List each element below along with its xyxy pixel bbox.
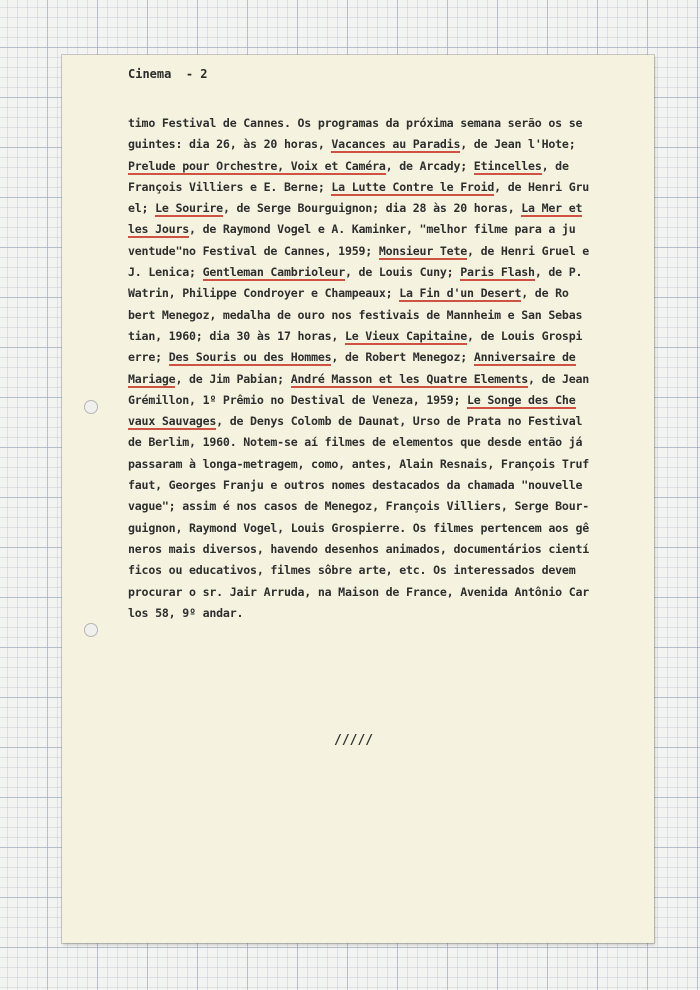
text-line	[128, 518, 618, 539]
text-run: tian, 1960; dia 30 às 17 horas,	[128, 328, 345, 343]
text-run: , de Jim Pabian;	[175, 371, 291, 386]
text-run: ficos ou educativos, filmes sôbre arte, etc. Os interessados devem	[128, 563, 576, 578]
end-separator: /////	[334, 733, 374, 748]
underlined-film-title: Monsieur Tete	[378, 243, 468, 258]
text-line	[128, 539, 618, 560]
typed-body-text	[128, 113, 618, 624]
text-line	[128, 198, 618, 219]
text-run: , de Arcady;	[385, 158, 474, 173]
underlined-film-title: André Masson et les Quatre Elements	[290, 371, 529, 386]
text-line	[128, 603, 618, 624]
typed-page	[62, 55, 654, 943]
text-run: J. Lenica;	[128, 265, 203, 280]
text-line	[128, 113, 618, 134]
text-line	[128, 283, 618, 304]
underlined-film-title: Des Souris ou des Hommes	[168, 350, 332, 365]
text-run: erre;	[128, 350, 169, 365]
underlined-film-title: Anniversaire de	[473, 350, 576, 365]
text-line	[128, 326, 618, 347]
text-line	[128, 305, 618, 326]
text-run: bert Menegoz, medalha de ouro nos festivais de Mannheim e San Sebas	[128, 307, 583, 322]
punch-hole-top	[84, 400, 98, 414]
underlined-film-title: La Lutte Contre le Froid	[331, 179, 495, 194]
header-page-label: - 2	[185, 67, 208, 81]
text-run: François Villiers e E. Berne;	[128, 179, 332, 194]
text-line	[128, 454, 618, 475]
text-run: , de Henri Gru	[494, 179, 590, 194]
text-line	[128, 177, 618, 198]
text-run: , de Louis Grospi	[467, 328, 583, 343]
text-line	[128, 156, 618, 177]
underlined-film-title: Mariage	[128, 371, 176, 386]
text-run: , de Raymond Vogel e A. Kaminker, "melhor filme para a ju	[189, 222, 576, 237]
underlined-film-title: Le Sourire	[155, 201, 223, 216]
punch-hole-bottom	[84, 623, 98, 637]
text-line	[128, 582, 618, 603]
text-run: , de Ro	[521, 286, 569, 301]
text-run: , de Serge Bourguignon; dia 28 às 20 horas,	[222, 201, 522, 216]
underlined-film-title: vaux Sauvages	[128, 414, 217, 429]
text-run: Watrin, Philippe Condroyer e Champeaux;	[128, 286, 400, 301]
underlined-film-title: Gentleman Cambrioleur	[202, 265, 345, 280]
text-run: ventude"no Festival de Cannes, 1959;	[128, 243, 379, 258]
underlined-film-title: La Fin d'un Desert	[399, 286, 522, 301]
text-run: los 58, 9º andar.	[128, 605, 244, 620]
text-run: el;	[128, 201, 156, 216]
text-line	[128, 134, 618, 155]
text-run: , de	[541, 158, 569, 173]
text-run: passaram à longa-metragem, como, antes, Alain Resnais, François Truf	[128, 456, 590, 471]
text-run: neros mais diversos, havendo desenhos animados, documentários cientí	[128, 541, 590, 556]
underlined-film-title: Vacances au Paradis	[331, 137, 461, 152]
header-title: Cinema	[128, 67, 172, 81]
underlined-film-title: Prelude pour Orchestre, Voix et Caméra	[128, 158, 386, 173]
text-run: de Berlim, 1960. Notem-se aí filmes de elementos que desde então já	[128, 435, 583, 450]
underlined-film-title: Paris Flash	[460, 265, 535, 280]
text-run: guignon, Raymond Vogel, Louis Grospierre. Os filmes pertencem aos gê	[128, 520, 590, 535]
text-line	[128, 347, 618, 368]
text-run: procurar o sr. Jair Arruda, na Maison de France, Avenida Antônio Car	[128, 584, 590, 599]
underlined-film-title: Le Vieux Capitaine	[344, 328, 468, 343]
text-line	[128, 241, 618, 262]
text-run: , de Robert Menegoz;	[331, 350, 474, 365]
text-run: , de Henri Gruel e	[467, 243, 590, 258]
text-run: Grémillon, 1º Prêmio no Destival de Veneza, 1959;	[128, 392, 468, 407]
text-run: , de P.	[534, 265, 583, 280]
text-run: , de Denys Colomb de Daunat, Urso de Prata no Festival	[216, 414, 583, 429]
text-line	[128, 432, 618, 453]
text-line	[128, 369, 618, 390]
text-line	[128, 219, 618, 240]
underlined-film-title: Le Songe des Che	[467, 392, 576, 407]
text-run: timo Festival de Cannes. Os programas da próxima semana serão os se	[128, 116, 583, 130]
text-run: guintes: dia 26, às 20 horas,	[128, 137, 332, 152]
text-line	[128, 262, 618, 283]
text-run: vague"; assim é nos casos de Menegoz, François Villiers, Serge Bour-	[128, 499, 590, 514]
underlined-film-title: La Mer et	[521, 201, 583, 216]
text-run: faut, Georges Franju e outros nomes destacados da chamada "nouvelle	[128, 478, 583, 493]
underlined-film-title: Etincelles	[473, 158, 542, 173]
text-run: , de Louis Cuny;	[344, 265, 461, 280]
text-run: , de Jean l'Hote;	[460, 137, 576, 152]
text-line	[128, 390, 618, 411]
page-header	[128, 67, 208, 81]
underlined-film-title: les Jours	[128, 222, 190, 237]
text-line	[128, 475, 618, 496]
text-line	[128, 560, 618, 581]
text-run: , de Jean	[528, 371, 590, 386]
text-line	[128, 496, 618, 517]
text-line	[128, 411, 618, 432]
